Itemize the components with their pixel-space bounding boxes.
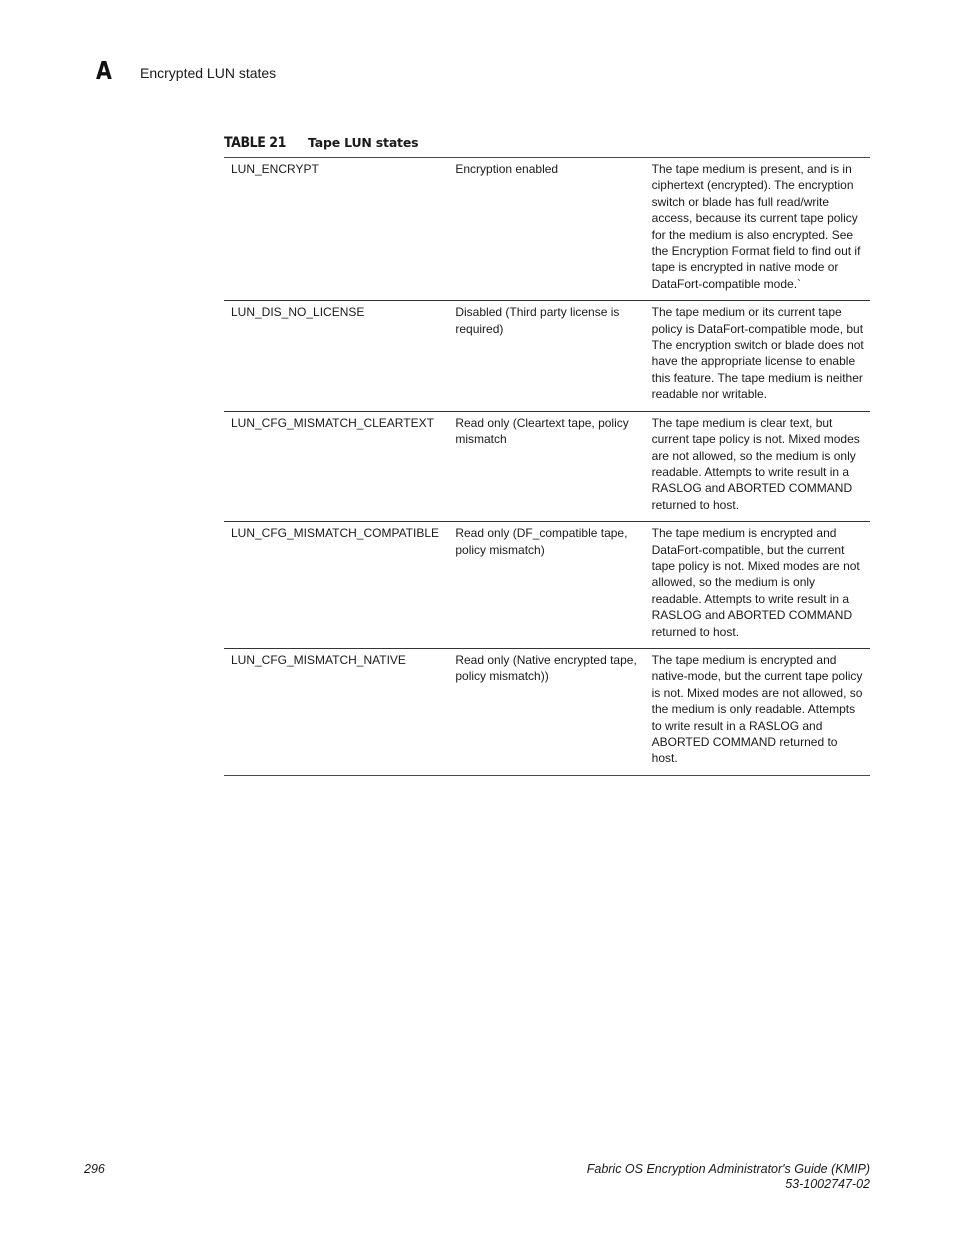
table-row bbox=[224, 411, 870, 521]
lun-state-cell: LUN_DIS_NO_LICENSE bbox=[224, 301, 448, 411]
description-cell: The tape medium or its current tape policy is DataFort-compatible mode, but The encryption switch or blade does not have the appropriate license to enable this feature. The tape medium is neither readable nor writable. bbox=[645, 301, 870, 411]
chapter-letter: A bbox=[96, 56, 112, 85]
encryption-status-cell: Encryption enabled bbox=[455, 162, 559, 176]
encryption-status-cell: Disabled (Third party license is required) bbox=[448, 301, 644, 411]
document-info bbox=[587, 1162, 870, 1192]
encryption-status-cell: Read only (Cleartext tape, policy mismatch bbox=[448, 411, 644, 521]
lun-state-cell: LUN_ENCRYPT bbox=[231, 162, 319, 176]
table-caption bbox=[224, 135, 418, 151]
description-cell: The tape medium is clear text, but current tape policy is not. Mixed modes are not allowed, so the medium is only readable. Attempts to write result in a RASLOG and ABORTED COMMAND returned to host. bbox=[645, 411, 870, 521]
lun-state-cell: LUN_CFG_MISMATCH_COMPATIBLE bbox=[224, 522, 448, 649]
description-cell: The tape medium is encrypted and native-mode, but the current tape policy is not. Mixed modes are not allowed, so the medium is only readable. Attempts to write result in a RASLOG and ABORTED COMMAND returned to host. bbox=[645, 648, 870, 775]
lun-state-cell: LUN_CFG_MISMATCH_CLEARTEXT bbox=[224, 411, 448, 521]
table-row bbox=[224, 158, 870, 301]
section-title: Encrypted LUN states bbox=[140, 65, 277, 81]
description-cell: The tape medium is encrypted and DataFort-compatible, but the current tape policy is not. Mixed modes are not allowed, so the medium is only readable. Attempts to write result in a RASLOG and ABORTED COMMAND returned to host. bbox=[645, 522, 870, 649]
table-row bbox=[224, 648, 870, 775]
table-caption-text: Tape LUN states bbox=[308, 135, 419, 150]
encryption-status-cell: Read only (Native encrypted tape, policy mismatch)) bbox=[448, 648, 644, 775]
page-number: 296 bbox=[84, 1162, 105, 1176]
table-row bbox=[224, 522, 870, 649]
description-cell: The tape medium is present, and is in ciphertext (encrypted). The encryption switch or blade has full read/write access, because its current tape policy for the medium is also encrypted. See the Encryption Format field to find out if tape is encrypted in native mode or DataFort-compatible mode.` bbox=[651, 162, 861, 291]
table-label: TABLE 21 bbox=[224, 135, 286, 151]
encryption-status-cell: Read only (DF_compatible tape, policy mismatch) bbox=[448, 522, 644, 649]
document-number: 53-1002747-02 bbox=[785, 1177, 870, 1191]
lun-state-cell: LUN_CFG_MISMATCH_NATIVE bbox=[224, 648, 448, 775]
table-row bbox=[224, 301, 870, 411]
tape-lun-states-table bbox=[224, 157, 870, 776]
document-title: Fabric OS Encryption Administrator's Guide (KMIP) bbox=[586, 1162, 870, 1176]
